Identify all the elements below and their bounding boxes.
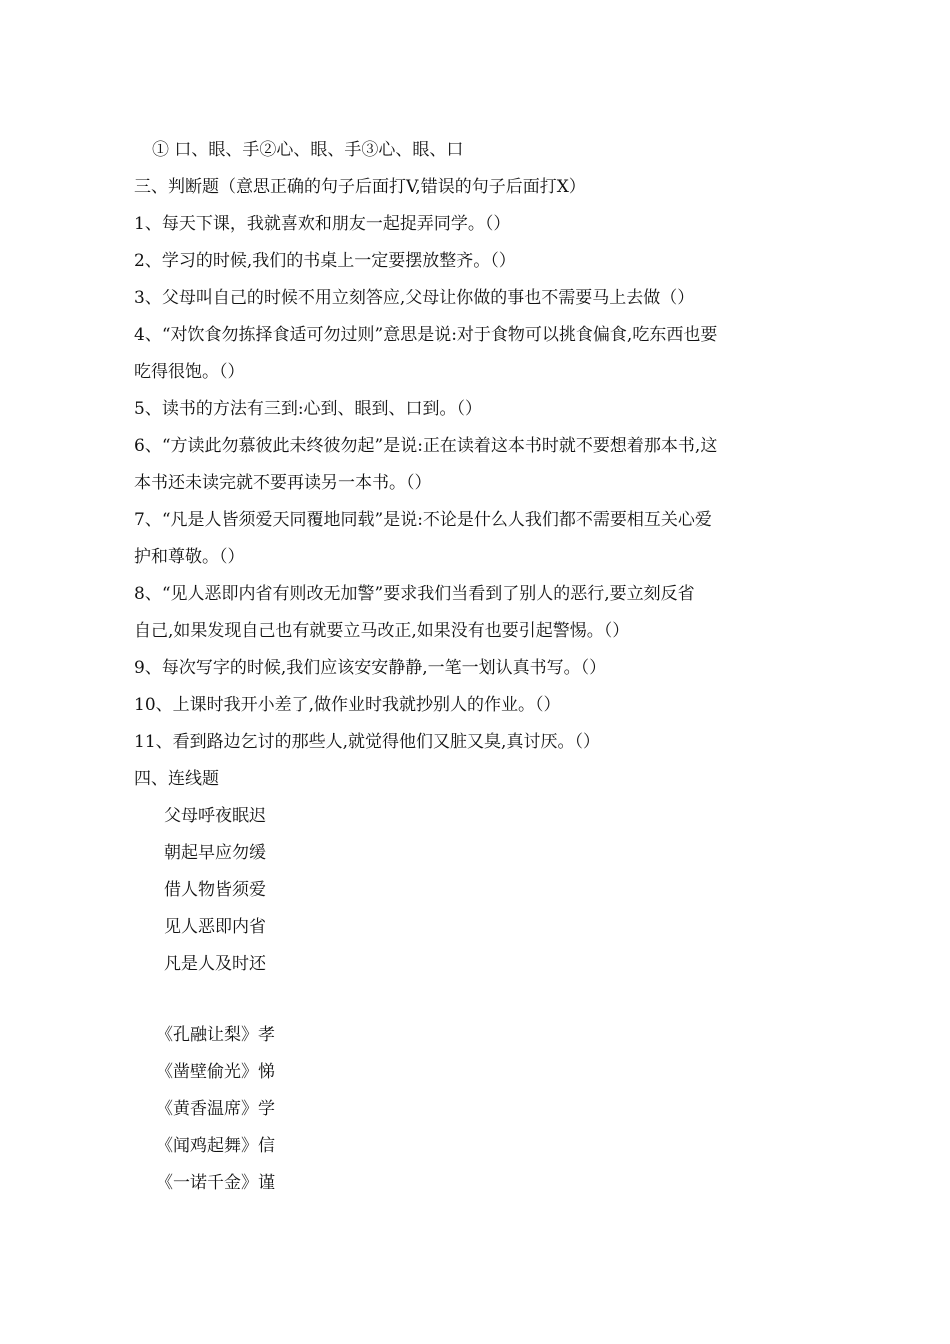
section4-heading: 四、连线题 — [134, 769, 219, 789]
match-story-item-1: 《孔融让梨》孝 — [156, 1025, 275, 1045]
match-story-item-2: 《凿壁偷光》悌 — [156, 1062, 275, 1082]
match-story-item-4: 《闻鸡起舞》信 — [156, 1136, 275, 1156]
match-story-item-3: 《黄香温席》学 — [156, 1099, 275, 1119]
question-2: 2、学习的时候,我们的书桌上一定要摆放整齐。（） — [134, 251, 516, 271]
match-story-item-5: 《一诺千金》谨 — [156, 1173, 275, 1193]
question-1: 1、每天下课，我就喜欢和朋友一起捉弄同学。（） — [134, 214, 511, 234]
choice-options: ① 口、眼、手②心、眼、手③心、眼、口 — [152, 140, 464, 160]
question-6-line1: 6、“方读此勿慕彼此未终彼勿起”是说:正在读着这本书时就不要想着那本书,这 — [134, 436, 718, 456]
question-4-line2: 吃得很饱。（） — [134, 362, 245, 382]
question-7-line2: 护和尊敬。（） — [134, 547, 245, 567]
section3-heading: 三、判断题（意思正确的句子后面打V,错误的句子后面打X） — [134, 177, 586, 197]
match-left-item-3: 借人物皆须爱 — [164, 880, 266, 900]
match-left-item-4: 见人恶即内省 — [164, 917, 266, 937]
match-left-item-2: 朝起早应勿缓 — [164, 843, 266, 863]
match-left-item-1: 父母呼夜眠迟 — [164, 806, 266, 826]
question-9: 9、每次写字的时候,我们应该安安静静,一笔一划认真书写。（） — [134, 658, 607, 678]
match-left-item-5: 凡是人及时还 — [164, 954, 266, 974]
question-10: 10、上课时我开小差了,做作业时我就抄别人的作业。（） — [134, 695, 561, 715]
question-6-line2: 本书还未读完就不要再读另一本书。（） — [134, 473, 432, 493]
question-11: 11、看到路边乞讨的那些人,就觉得他们又脏又臭,真讨厌。（） — [134, 732, 600, 752]
question-3: 3、父母叫自己的时候不用立刻答应,父母让你做的事也不需要马上去做（） — [134, 288, 695, 308]
question-8-line2: 自己,如果发现自己也有就要立马改正,如果没有也要引起警惕。（） — [134, 621, 630, 641]
question-8-line1: 8、“见人恶即内省有则改无加警”要求我们当看到了别人的恶行,要立刻反省 — [134, 584, 695, 604]
question-4-line1: 4、“对饮食勿拣择食适可勿过则”意思是说:对于食物可以挑食偏食,吃东西也要 — [134, 325, 718, 345]
question-7-line1: 7、“凡是人皆须爱天同覆地同载”是说:不论是什么人我们都不需要相互关心爱 — [134, 510, 712, 530]
question-5: 5、读书的方法有三到:心到、眼到、口到。（） — [134, 399, 483, 419]
